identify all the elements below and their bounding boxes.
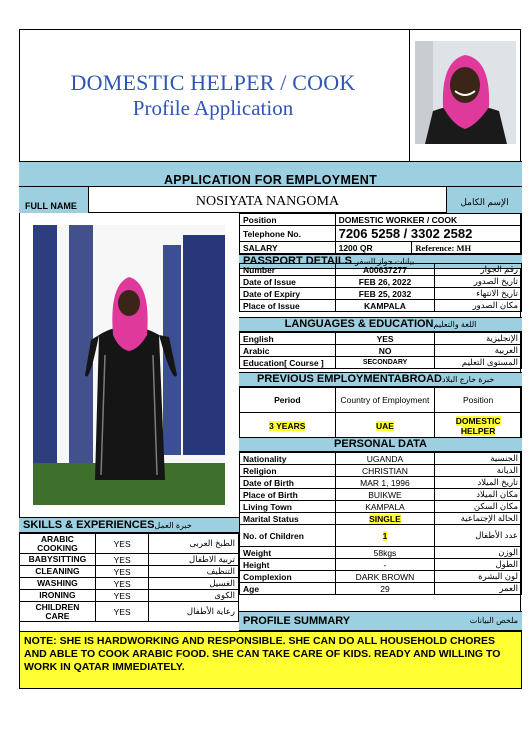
salary-value: 1200 QR xyxy=(335,242,412,254)
personal-label-ar: تاريخ الميلاد xyxy=(435,477,522,489)
period-header: Period xyxy=(240,388,336,413)
passport-value: A00637277 xyxy=(335,264,435,276)
reference-value: Reference: MH xyxy=(412,242,522,254)
personal-label-ar: الديانة xyxy=(435,465,522,477)
personal-value: 1 xyxy=(382,530,388,541)
skill-row xyxy=(20,566,239,578)
personal-label-ar: العمر xyxy=(435,583,522,595)
telephone-row xyxy=(240,226,522,242)
previous-employment-title: PREVIOUS EMPLOYMENTABROAD xyxy=(257,373,442,385)
passport-row xyxy=(240,264,522,276)
personal-row xyxy=(240,547,522,559)
passport-label: Number xyxy=(240,264,336,276)
language-value: YES xyxy=(335,333,434,345)
skill-label: CLEANING xyxy=(20,566,96,578)
personal-data-heading: PERSONAL DATA xyxy=(239,437,522,452)
skill-row xyxy=(20,554,239,566)
personal-row xyxy=(240,465,522,477)
country-value: UAE xyxy=(375,420,394,431)
passport-value: KAMPALA xyxy=(335,300,435,312)
passport-value: FEB 25, 2032 xyxy=(335,288,435,300)
profile-summary-title-ar: ملخص البيانات xyxy=(469,616,518,625)
language-label-ar: المستوى التعليم xyxy=(435,357,522,369)
language-row xyxy=(240,357,522,369)
personal-label-ar: الحالة الإجتماعية xyxy=(435,513,522,525)
profile-summary-heading xyxy=(239,611,522,631)
language-row xyxy=(240,333,522,345)
skill-value: YES xyxy=(95,534,149,554)
header-title xyxy=(20,40,406,160)
position-row xyxy=(240,214,522,226)
skill-row xyxy=(20,590,239,602)
personal-row xyxy=(240,489,522,501)
country-header: Country of Employment xyxy=(335,388,435,413)
skill-value: YES xyxy=(95,554,149,566)
personal-value: CHRISTIAN xyxy=(335,465,435,477)
personal-label-ar: مكان السكن xyxy=(435,501,522,513)
skill-row xyxy=(20,578,239,590)
prev-position-value: DOMESTIC HELPER xyxy=(455,415,501,436)
skill-label-ar: رعاية الأطفال xyxy=(149,602,239,622)
skill-label-ar: تربية الاطفال xyxy=(149,554,239,566)
personal-row xyxy=(240,583,522,595)
personal-row xyxy=(240,477,522,489)
passport-label: Date of Expiry xyxy=(240,288,336,300)
personal-value: 29 xyxy=(335,583,435,595)
personal-label-ar: مكان الميلاد xyxy=(435,489,522,501)
profile-summary-title: PROFILE SUMMARY xyxy=(243,615,351,627)
passport-title: PASSPORT DETAILS xyxy=(243,255,352,267)
passport-value: FEB 26, 2022 xyxy=(335,276,435,288)
full-name-label: FULL NAME xyxy=(19,187,89,213)
skill-label-ar: الغسيل xyxy=(149,578,239,590)
languages-title-ar: اللغة والتعليم xyxy=(433,320,477,329)
skill-value: YES xyxy=(95,566,149,578)
personal-row xyxy=(240,513,522,525)
passport-row xyxy=(240,288,522,300)
passport-label-ar: مكان الصدور xyxy=(435,300,522,312)
skill-value: YES xyxy=(95,590,149,602)
personal-label: Complexion xyxy=(240,571,336,583)
salary-row xyxy=(240,242,522,254)
skill-row xyxy=(20,534,239,554)
position-cell xyxy=(435,413,522,439)
personal-label: Age xyxy=(240,583,336,595)
languages-table xyxy=(239,332,522,369)
language-row xyxy=(240,345,522,357)
skill-label-ar: الطبخ العربى xyxy=(149,534,239,554)
skill-row xyxy=(20,602,239,622)
personal-value: BUIKWE xyxy=(335,489,435,501)
personal-label: Living Town xyxy=(240,501,336,513)
salary-table xyxy=(239,241,522,254)
skill-label: ARABIC COOKING xyxy=(20,534,96,554)
previous-employment-row xyxy=(240,413,522,439)
passport-label-ar: تاريخ الانتهاء xyxy=(435,288,522,300)
previous-employment-table xyxy=(239,387,522,439)
skill-label-ar: التنظيف xyxy=(149,566,239,578)
personal-row xyxy=(240,501,522,513)
personal-data-table xyxy=(239,452,522,595)
period-value: 3 YEARS xyxy=(269,420,306,431)
skills-table xyxy=(19,533,239,622)
job-details-table xyxy=(239,213,522,242)
personal-value: 58kgs xyxy=(335,547,435,559)
period-cell xyxy=(240,413,336,439)
personal-label-ar: الجنسية xyxy=(435,453,522,465)
position-value: DOMESTIC WORKER / COOK xyxy=(335,214,521,226)
skills-title-ar: خبرة العمل xyxy=(154,521,192,530)
skill-label: BABYSITTING xyxy=(20,554,96,566)
personal-value: KAMPALA xyxy=(335,501,435,513)
skills-heading xyxy=(19,517,239,533)
profile-photo-small xyxy=(415,41,516,144)
personal-value: SINGLE xyxy=(369,513,401,524)
skill-label: WASHING xyxy=(20,578,96,590)
personal-value: DARK BROWN xyxy=(335,571,435,583)
passport-label: Date of Issue xyxy=(240,276,336,288)
personal-row xyxy=(240,525,522,547)
passport-title-ar: بيانات جواز السفر xyxy=(355,257,415,266)
passport-label-ar: تاريخ الصدور xyxy=(435,276,522,288)
personal-label: No. of Children xyxy=(240,525,336,547)
header-divider xyxy=(409,30,410,161)
language-label-ar: العربية xyxy=(435,345,522,357)
salary-label: SALARY xyxy=(240,242,336,254)
telephone-label: Telephone No. xyxy=(240,226,336,242)
previous-employment-heading xyxy=(239,372,522,387)
personal-label-ar: لون البشرة xyxy=(435,571,522,583)
passport-row xyxy=(240,276,522,288)
personal-row xyxy=(240,571,522,583)
position-header: Position xyxy=(435,388,522,413)
position-label: Position xyxy=(240,214,336,226)
skill-label-ar: الكوى xyxy=(149,590,239,602)
title-line-1: DOMESTIC HELPER / COOK xyxy=(70,70,356,95)
personal-value: UGANDA xyxy=(335,453,435,465)
personal-label-ar: عدد الأطفال xyxy=(435,525,522,547)
skills-title: SKILLS & EXPERIENCES xyxy=(23,519,155,531)
full-name-label-ar: الإسم الكامل xyxy=(447,187,522,213)
full-name-row xyxy=(19,187,522,213)
application-heading: APPLICATION FOR EMPLOYMENT xyxy=(19,161,522,187)
languages-heading xyxy=(239,317,522,332)
skill-value: YES xyxy=(95,602,149,622)
profile-photo-full xyxy=(33,225,225,505)
passport-label-ar: رقم الجواز xyxy=(435,264,522,276)
language-label: Arabic xyxy=(240,345,336,357)
personal-label: Height xyxy=(240,559,336,571)
personal-value-cell xyxy=(335,513,435,525)
personal-label: Weight xyxy=(240,547,336,559)
telephone-value: 7206 5258 / 3302 2582 xyxy=(335,226,521,242)
skill-label: IRONING xyxy=(20,590,96,602)
personal-row xyxy=(240,559,522,571)
title-line-2: Profile Application xyxy=(132,96,294,120)
skill-value: YES xyxy=(95,578,149,590)
previous-employment-title-ar: خبرة خارج البلاد xyxy=(441,375,495,384)
passport-label: Place of Issue xyxy=(240,300,336,312)
personal-label: Place of Birth xyxy=(240,489,336,501)
language-label: English xyxy=(240,333,336,345)
language-value: NO xyxy=(335,345,434,357)
personal-label-ar: الطول xyxy=(435,559,522,571)
personal-value-cell xyxy=(335,525,435,547)
language-value: SECONDARY xyxy=(335,357,434,369)
language-label-ar: الإنجليزية xyxy=(435,333,522,345)
personal-value: MAR 1, 1996 xyxy=(335,477,435,489)
personal-value: - xyxy=(335,559,435,571)
languages-title: LANGUAGES & EDUCATION xyxy=(284,318,434,330)
passport-table xyxy=(239,263,522,312)
personal-row xyxy=(240,453,522,465)
profile-note: NOTE: SHE IS HARDWORKING AND RESPONSIBLE. SHE CAN DO ALL HOUSEHOLD CHORES AND ABLE TO COOK ARABIC FOOD. SHE CAN TAKE CARE OF KIDS. READY AND WILLING TO WORK IN QATAR IMMEDIATELY. xyxy=(19,631,522,689)
full-name-value: NOSIYATA NANGOMA xyxy=(89,187,447,213)
skill-label: CHILDREN CARE xyxy=(20,602,96,622)
personal-label: Marital Status xyxy=(240,513,336,525)
personal-label-ar: الوزن xyxy=(435,547,522,559)
country-cell xyxy=(335,413,435,439)
previous-employment-header-row xyxy=(240,388,522,413)
personal-label: Date of Birth xyxy=(240,477,336,489)
language-label: Education[ Course ] xyxy=(240,357,336,369)
passport-row xyxy=(240,300,522,312)
personal-label: Nationality xyxy=(240,453,336,465)
personal-label: Religion xyxy=(240,465,336,477)
